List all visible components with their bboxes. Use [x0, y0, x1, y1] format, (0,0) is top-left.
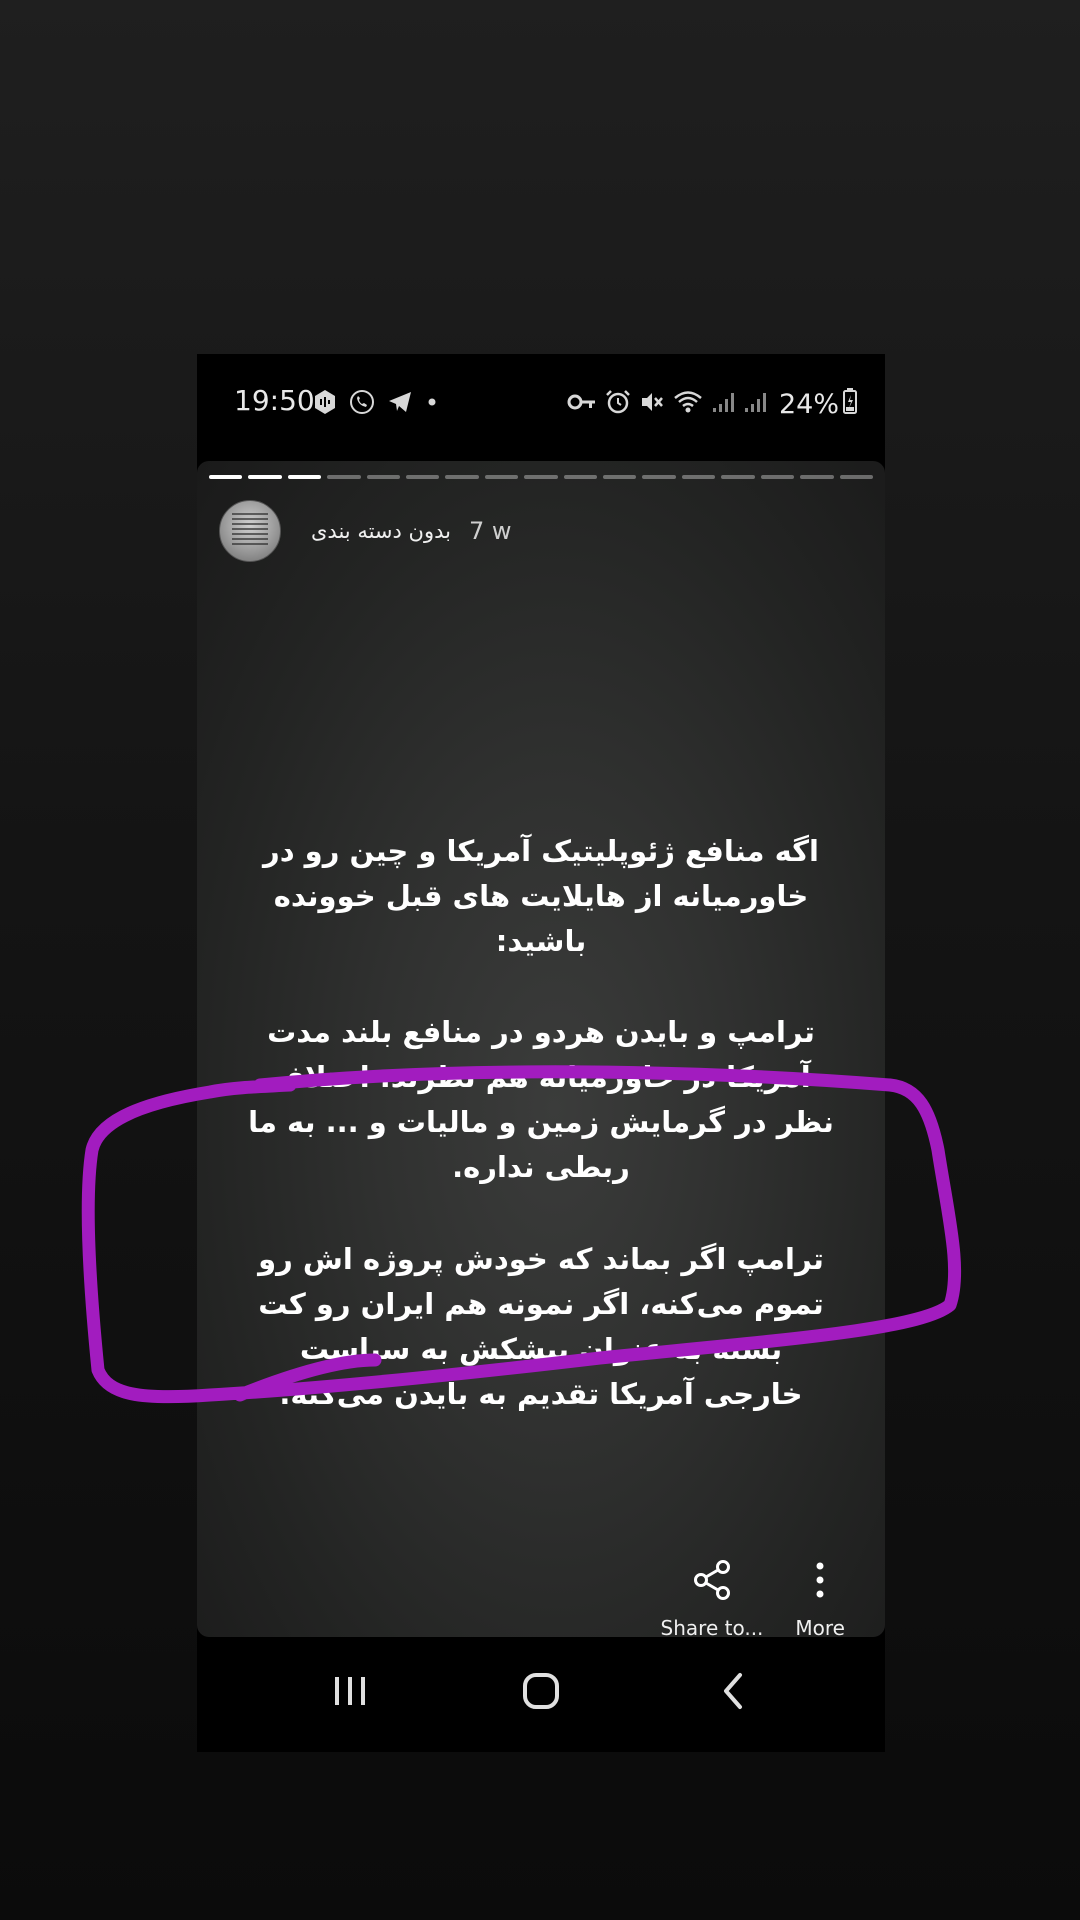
progress-segment	[761, 475, 794, 479]
more-button[interactable]	[795, 1558, 845, 1637]
progress-segment	[721, 475, 754, 479]
progress-segment	[603, 475, 636, 479]
dot-icon	[425, 390, 439, 418]
story-paragraph-3: ترامپ اگر بماند که خودش پروژه اش رو تموم می‌کنه، اگر نمونه هم ایران رو کت بسته به عنوان پیشکش به سیاست خارجی آمریکا تقدیم به بایدن می‌کنه.	[258, 1242, 824, 1411]
progress-segment	[367, 475, 400, 479]
status-right-icons	[567, 384, 767, 424]
progress-segment	[248, 475, 281, 479]
story-username[interactable]: بدون دسته بندی	[311, 519, 451, 543]
signal-icon	[743, 390, 767, 418]
story-viewer[interactable]	[197, 461, 885, 1637]
story-progress	[209, 475, 873, 479]
recents-button[interactable]	[322, 1665, 378, 1721]
story-paragraph-2: ترامپ و بایدن هردو در منافع بلند مدت آمریکا در خاورمیانه هم نظرند. اختلاف نظر در گرمایش زمین و مالیات و ... به ما ربطی نداره.	[248, 1015, 834, 1184]
story-paragraph-1: اگه منافع ژئوپلیتیک آمریکا و چین رو در خاورمیانه از هایلایت های قبل خوونده باشید:	[263, 834, 819, 958]
battery-percent: 24%	[778, 388, 839, 420]
progress-segment	[642, 475, 675, 479]
more-label: More	[795, 1616, 845, 1637]
status-time: 19:50	[234, 384, 315, 417]
app-icon	[313, 389, 337, 419]
progress-segment	[288, 475, 321, 479]
battery-icon	[843, 388, 857, 421]
battery-indicator	[779, 384, 857, 424]
progress-segment	[682, 475, 715, 479]
story-age: 7 w	[468, 517, 512, 545]
key-icon	[567, 392, 597, 416]
avatar[interactable]	[219, 500, 281, 562]
telegram-icon	[387, 390, 413, 418]
back-button[interactable]	[705, 1665, 761, 1721]
progress-segment	[840, 475, 873, 479]
phone-screen	[197, 354, 885, 1752]
status-left-icons	[313, 384, 439, 424]
progress-segment	[564, 475, 597, 479]
back-icon	[720, 1672, 746, 1714]
alarm-icon	[605, 389, 631, 419]
progress-segment	[209, 475, 242, 479]
progress-segment	[485, 475, 518, 479]
navigation-bar	[197, 1637, 885, 1752]
progress-segment	[524, 475, 557, 479]
share-icon	[690, 1558, 734, 1606]
story-actions	[661, 1558, 845, 1637]
share-button[interactable]	[661, 1558, 764, 1637]
progress-segment	[445, 475, 478, 479]
share-label: Share to...	[660, 1616, 764, 1637]
home-button[interactable]	[513, 1665, 569, 1721]
progress-segment	[406, 475, 439, 479]
mute-icon	[639, 389, 665, 419]
story-header	[219, 499, 512, 563]
more-icon	[798, 1558, 842, 1606]
status-bar	[197, 354, 885, 464]
home-icon	[522, 1672, 560, 1714]
signal-icon	[711, 390, 735, 418]
phone-icon	[349, 389, 375, 419]
progress-segment	[800, 475, 833, 479]
wifi-icon	[673, 389, 703, 419]
progress-segment	[327, 475, 360, 479]
recents-icon	[333, 1675, 367, 1711]
